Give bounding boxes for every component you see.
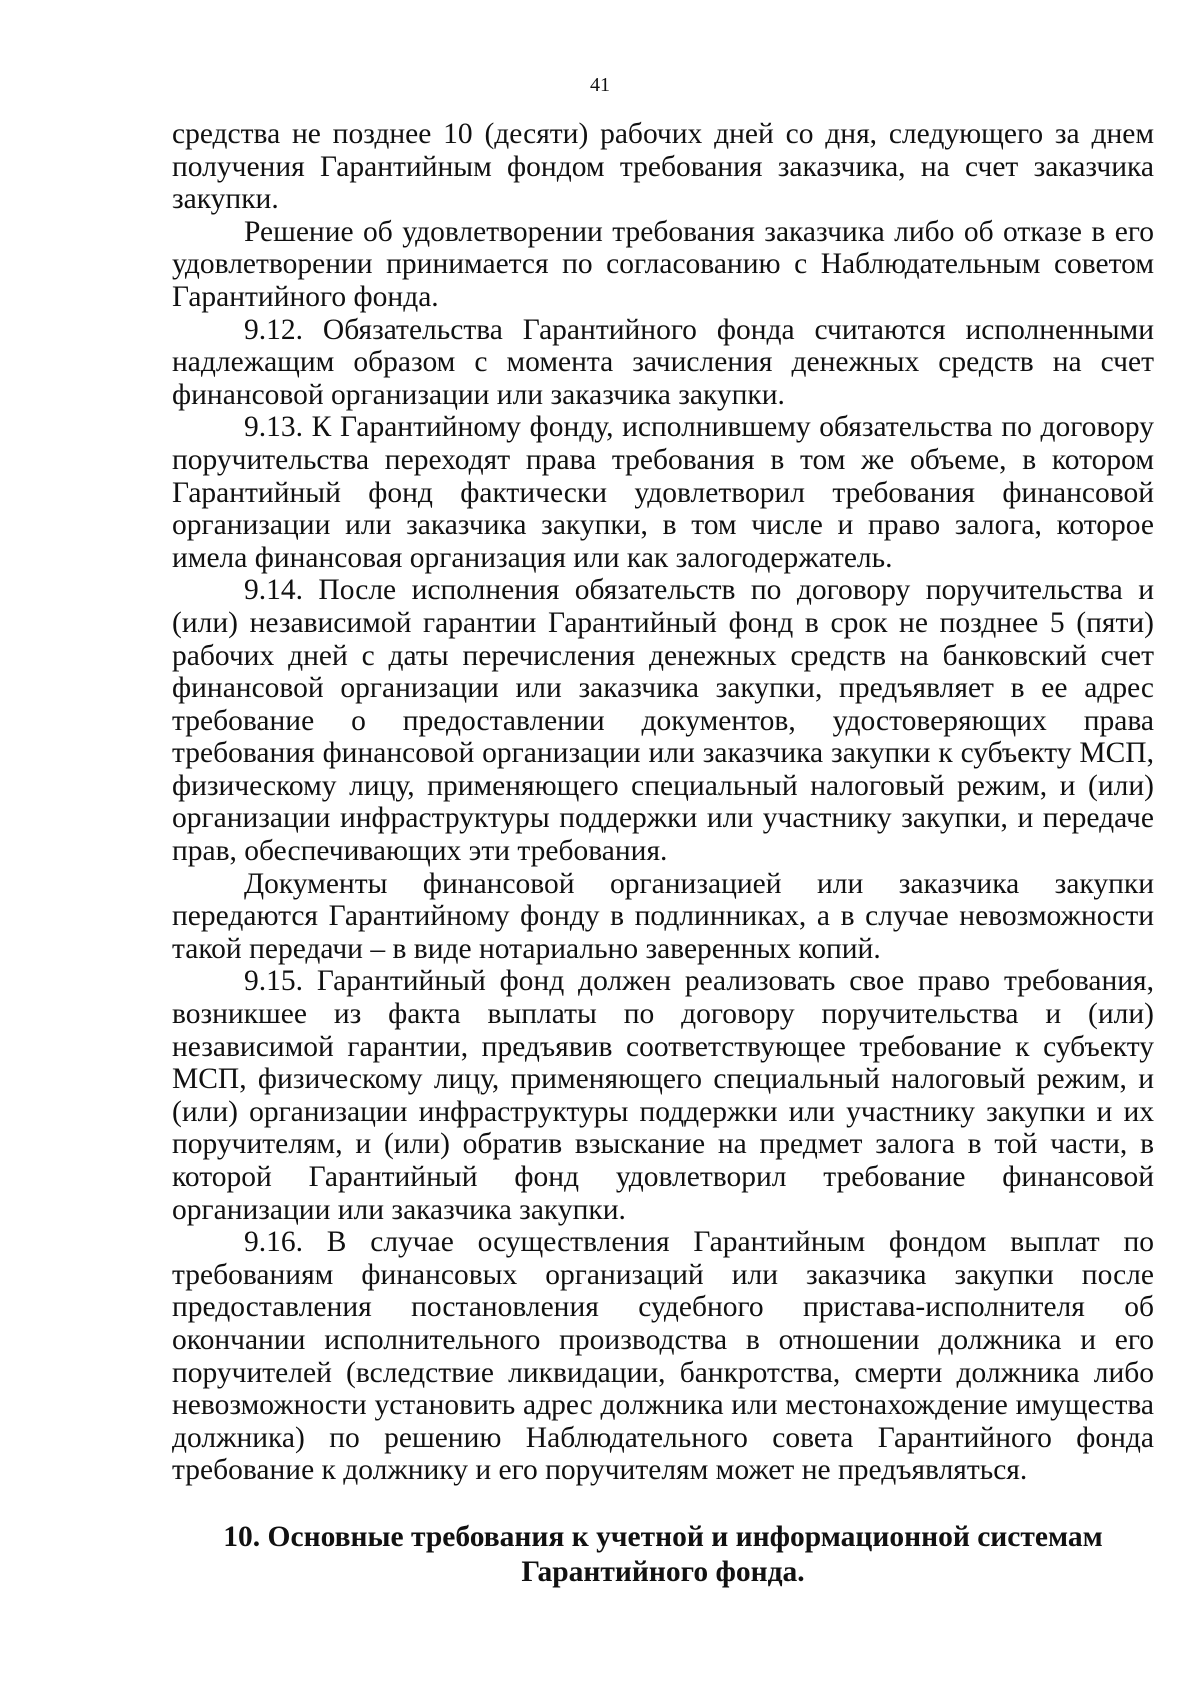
paragraph-documents: Документы финансовой организацией или заказчика закупки передаются Гарантийному фонду в подлинниках, а в случае невозможности такой передачи – в виде нотариально заверенных копий. [172,867,1154,965]
paragraph-9-14: 9.14. После исполнения обязательств по договору поручительства и (или) независимой гарантии Гарантийный фонд в срок не позднее 5 (пяти) рабочих дней с даты перечисления денежных средств на банковский счет финансовой организации или заказчика закупки, предъявляет в ее адрес требование о предоставлении документов, удостоверяющих права требования финансовой организации или заказчика закупки к субъекту МСП, физическому лицу, применяющего специальный налоговый режим, и (или) организации инфраструктуры поддержки или участнику закупки, и передаче прав, обеспечивающих эти требования. [172,574,1154,868]
body-text [172,118,1154,1487]
paragraph-9-15: 9.15. Гарантийный фонд должен реализовать свое право требования, возникшее из факта выплаты по договору поручительства и (или) независимой гарантии, предъявив соответствующее требование к субъекту МСП, физическому лицу, применяющего специальный налоговый режим, и (или) организации инфраструктуры поддержки или участнику закупки и их поручителям, и (или) обратив взыскание на предмет залога в той части, в которой Гарантийный фонд удовлетворил требование финансовой организации или заказчика закупки. [172,965,1154,1226]
paragraph-decision: Решение об удовлетворении требования заказчика либо об отказе в его удовлетворении принимается по согласованию с Наблюдательным советом Гарантийного фонда. [172,215,1154,313]
paragraph-continuation: средства не позднее 10 (десяти) рабочих дней со дня, следующего за днем получения Гарантийным фондом требования заказчика, на счет заказчика закупки. [172,118,1154,216]
section-heading [172,1520,1154,1590]
paragraph-9-12: 9.12. Обязательства Гарантийного фонда считаются исполненными надлежащим образом с момента зачисления денежных средств на счет финансовой организации или заказчика закупки. [172,313,1154,411]
section-heading-line-1: 10. Основные требования к учетной и информационной системам [223,1521,1103,1553]
paragraph-9-16: 9.16. В случае осуществления Гарантийным фондом выплат по требованиям финансовых организаций или заказчика закупки после предоставления постановления судебного пристава-исполнителя об окончании исполнительного производства в отношении должника и его поручителей (вследствие ликвидации, банкротства, смерти должника либо невозможности установить адрес должника или местонахождение имущества должника) по решению Наблюдательного совета Гарантийного фонда требование к должнику и его поручителям может не предъявляться. [172,1226,1154,1487]
page-number: 41 [590,74,610,96]
section-heading-line-2: Гарантийного фонда. [521,1556,805,1588]
paragraph-9-13: 9.13. К Гарантийному фонду, исполнившему обязательства по договору поручительства переходят права требования в том же объеме, в котором Гарантийный фонд фактически удовлетворил требования финансовой организации или заказчика закупки, в том числе и право залога, которое имела финансовая организация или как залогодержатель. [172,411,1154,574]
